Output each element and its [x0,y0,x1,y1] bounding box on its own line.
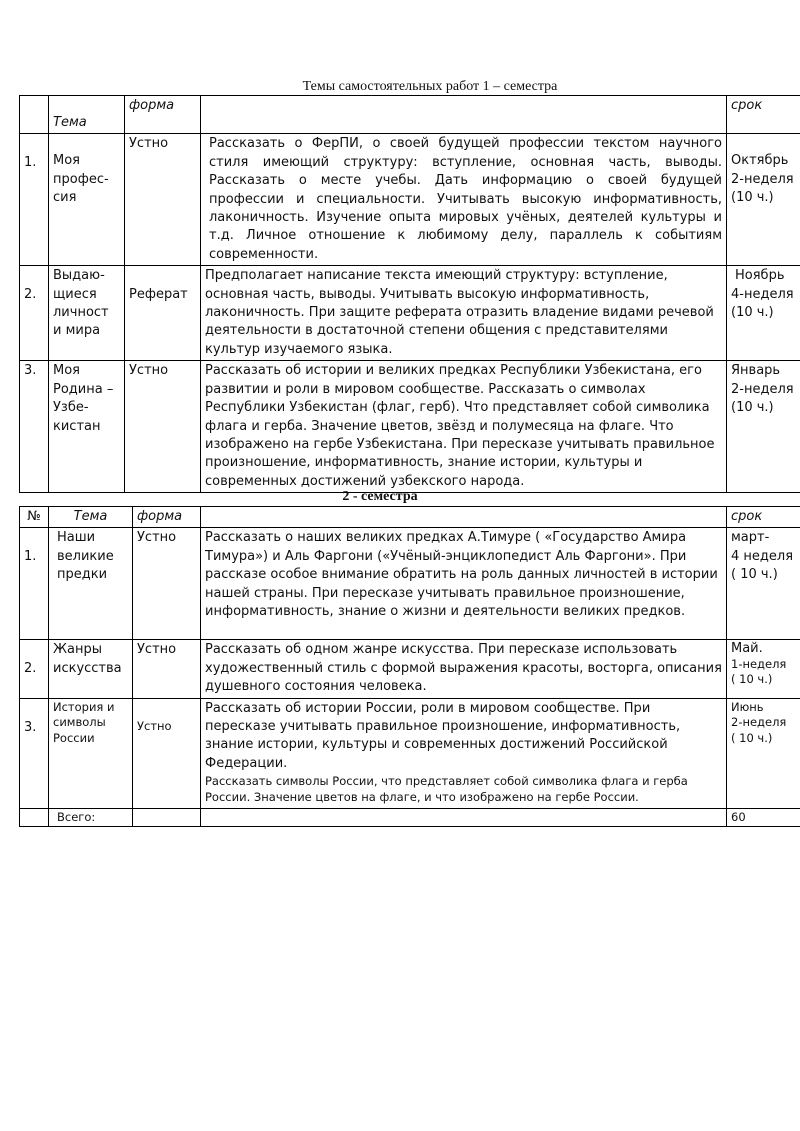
srok-week: 2-неделя [731,171,794,187]
header-srok: срок [727,96,800,134]
total-num-cell [20,808,49,827]
srok-hours: ( 10 ч.) [731,672,773,687]
table-header-row [20,507,800,528]
srok-week: 2-неделя [731,381,794,397]
row-desc: Рассказать о ФерПИ, о своей будущей профессии текстом научного стиля имеющий структуру: вступление, основная часть, выводы. Рассказать о месте учебы. Дать информацию о своей будущей профессии и специальности. Учитывать высокую информативность, лаконичность. Изучение опыта мировых учёных, деятелей культуры и т.д. Личное отношение к любимому делу, параллель к событиям современности. [201,134,727,266]
header-desc [201,96,727,134]
total-value: 60 [727,808,800,827]
srok-week: 4-неделя [731,286,794,302]
row-forma: Реферат [125,266,201,361]
srok-month: Май. [731,641,763,657]
row-srok [727,528,800,640]
row-desc: Предполагает написание текста имеющий структуру: вступление, основная часть, выводы. Учитывать высокую информативность, лаконичность. При защите реферата отразить владение видами речевой деятельности в достаточной степени общения с представителями культур изучаемого языка. [201,266,727,361]
total-row [20,808,800,827]
srok-hours: ( 10 ч.) [731,567,778,583]
header-num: № [20,507,49,528]
srok-hours: (10 ч.) [731,400,774,416]
row-forma: Устно [125,361,201,493]
srok-month: Январь [731,363,781,379]
row-num: 3. [20,361,49,493]
table-row [20,698,800,808]
srok-month: Ноябрь [735,268,785,284]
total-forma-cell [133,808,201,827]
row-num: 2. [20,266,49,361]
row-desc: Рассказать об одном жанре искусства. При пересказе использовать художественный стиль с формой выражения красоты, восторга, описания душевного состояния человека. [201,640,727,698]
header-tema: Тема [49,507,133,528]
row-srok [727,640,800,698]
total-desc-cell [201,808,727,827]
srok-month: Октябрь [731,153,789,169]
srok-hours: (10 ч.) [731,190,774,206]
row-tema: История и символы России [49,698,133,808]
row-tema: Наши великие предки [49,528,133,640]
header-srok: срок [727,507,800,528]
header-num [20,96,49,134]
header-desc [201,507,727,528]
row-srok [727,698,800,808]
row-tema: Жанры искусства [49,640,133,698]
row-forma: Устно [133,698,201,808]
srok-week: 4 неделя [731,548,794,564]
row-num: 1. [20,134,49,266]
header-forma: форма [133,507,201,528]
page-title: Темы самостоятельных работ 1 – семестра [302,79,558,94]
row-desc: Рассказать о наших великих предках А.Тимуре ( «Государство Амира Тимура») и Аль Фаргони («Учёный-энциклопедист Аль Фаргони». При рассказе особое внимание обратить на роль данных личностей в истории нашей страны. При пересказе учитывать правильное произношение, информативность, знание о жизни и деятельности великих предков. [201,528,727,640]
table-row [20,361,800,493]
srok-month: Июнь [731,699,764,714]
table-row [20,266,800,361]
row-srok [727,266,800,361]
srok-week: 2-неделя [731,715,787,730]
table-header-row [20,96,800,134]
row-tema: Моя профес-сия [49,134,125,266]
semester2-table [19,506,800,827]
srok-month: март- [731,530,770,546]
table-row [20,528,800,640]
row-forma: Устно [133,528,201,640]
srok-hours: (10 ч.) [731,305,774,321]
srok-hours: ( 10 ч.) [731,730,773,745]
row-num: 2. [20,640,49,698]
header-forma: форма [125,96,201,134]
semester2-title: 2 - семестра [342,489,418,504]
table-row [20,640,800,698]
semester1-table [19,95,800,493]
row-srok [727,134,800,266]
row-forma: Устно [133,640,201,698]
total-label: Всего: [49,808,133,827]
desc-small: Рассказать символы России, что представляет собой символика флага и герба России. Значение цветов на флаге, и что изображено на гербе России. [205,774,688,805]
row-desc [201,698,727,808]
row-desc: Рассказать об истории и великих предках Республики Узбекистана, его развитии и роли в мировом сообществе. Рассказать о символах Республики Узбекистан (флаг, герб). Что представляет собой символика флага и герба. Значение цветов, звёзд и полумесяца на флаге. Что изображено на гербе Узбекистана. При пересказе учитывать правильное произношение, информативность, знание истории, культуры и современных достижений узбекского народа. [201,361,727,493]
row-tema: Моя Родина – Узбе-кистан [49,361,125,493]
row-tema: Выдаю-щиеся личност и мира [49,266,125,361]
srok-week: 1-неделя [731,656,787,671]
row-srok [727,361,800,493]
desc-main: Рассказать об истории России, роли в мировом сообществе. При пересказе учитывать правильное произношение, информативность, знание истории, культуры и современных достижений Российской Федерации. [205,700,681,771]
row-num: 1. [20,528,49,640]
row-num: 3. [20,698,49,808]
header-tema: Тема [49,96,125,134]
row-forma: Устно [125,134,201,266]
table-row [20,134,800,266]
